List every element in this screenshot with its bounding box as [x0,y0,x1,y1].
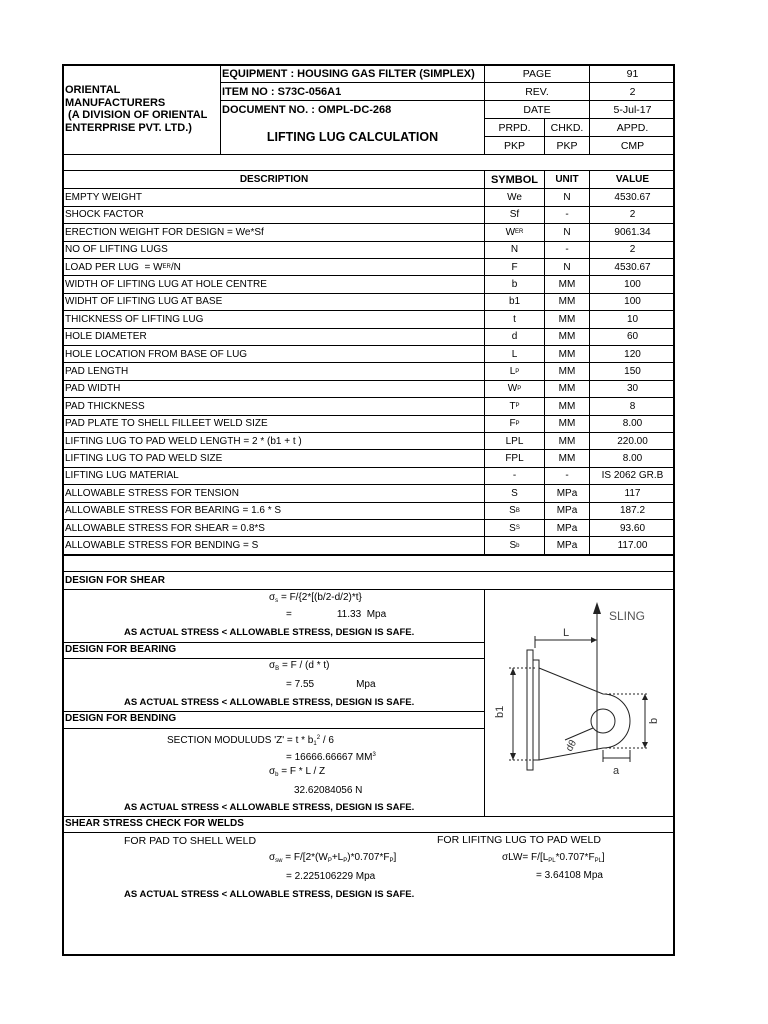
row-unit: N [563,192,571,204]
column-header-description: DESCRIPTION [239,173,309,185]
row-value: 93.60 [619,522,646,534]
row-unit: - [565,209,569,221]
row-unit: - [565,470,569,482]
sling-label: SLING [609,609,646,623]
lifting-lug-diagram [485,590,675,816]
row-symbol: We [507,192,522,204]
column-header-value: VALUE [615,173,650,185]
row-description: HOLE DIAMETER [65,331,147,343]
chkd-value: PKP [556,139,578,152]
row-symbol: S B [509,505,520,517]
row-symbol: F [511,261,518,273]
bending-heading: DESIGN FOR BENDING [65,713,177,724]
bending-conclusion: AS ACTUAL STRESS < ALLOWABLE STRESS, DESIGN IS SAFE. [124,802,415,813]
date-label: DATE [523,103,551,116]
row-description: THICKNESS OF LIFTING LUG [65,313,204,325]
row-description: PAD WIDTH [65,383,121,395]
document-number: DOCUMENT NO. : OMPL-DC-268 [222,103,392,116]
row-value: IS 2062 GR.B [601,470,664,482]
row-value: 60 [626,331,639,343]
row-symbol: F P [509,418,520,430]
row-description: WIDHT OF LIFTING LUG AT BASE [65,296,223,308]
bearing-formula: $\sigma_B = F / (d * t)$ [269,660,330,672]
page-label: PAGE [522,68,552,80]
bearing-conclusion: AS ACTUAL STRESS < ALLOWABLE STRESS, DESIGN IS SAFE. [124,697,415,708]
date-value: 5-Jul-17 [613,103,652,116]
pad-weld-formula: $\sigma_{sw} = F/[2*(W_P+L_P)*0.707*F_P]$ [269,852,397,864]
row-value: 100 [624,279,641,291]
appd-label: APPD. [616,121,649,134]
shear-heading: DESIGN FOR SHEAR [65,575,166,586]
row-symbol: Sf [509,209,520,221]
row-unit: MM [558,331,576,343]
pad-weld-result: = 2.225106229 Mpa [286,871,376,882]
prpd-label: PRPD. [498,121,531,134]
row-unit: MM [558,453,576,465]
row-value: 2 [629,209,636,221]
section-modulus-formula: SECTION MODULUDS '$Z' = t * b_1^2 / 6$ [167,735,334,747]
row-symbol: S b [509,540,520,552]
row-value: 187.2 [619,505,646,517]
row-description: WIDTH OF LIFTING LUG AT HOLE CENTRE [65,279,267,291]
row-unit: MPa [556,505,578,517]
row-description: LOAD PER LUG = W ER /N [65,261,181,273]
rev-label: REV. [525,85,549,98]
bearing-result: = 7.55 Mpa [286,679,376,690]
row-description: ALLOWABLE STRESS FOR TENSION [65,487,239,499]
row-unit: MM [558,313,576,325]
row-symbol: S S [509,522,520,534]
row-value: 150 [624,366,641,378]
row-unit: MM [558,279,576,291]
column-header-symbol: SYMBOL [490,173,539,186]
page-title: LIFTING LUG CALCULATION [266,129,439,144]
row-symbol: T P [509,400,520,412]
row-description: ERECTION WEIGHT FOR DESIGN = We*Sf [65,226,264,238]
row-symbol: S [511,487,518,499]
row-value: 117.00 [617,540,648,552]
row-unit: MM [558,296,576,308]
welds-conclusion: AS ACTUAL STRESS < ALLOWABLE STRESS, DESIGN IS SAFE. [124,889,415,900]
row-symbol: - [512,470,517,482]
row-symbol: W P [507,383,522,395]
row-description: LIFTING LUG MATERIAL [65,470,179,482]
rev-value: 2 [629,85,636,98]
row-value: 8.00 [622,453,643,465]
row-description: PAD THICKNESS [65,400,145,412]
base-width-label: b1 [494,705,506,718]
company-name: ORIENTAL MANUFACTURERS (A DIVISION OF ORIENTAL ENTERPRISE PVT. LTD.) [65,84,208,134]
welds-heading: SHEAR STRESS CHECK FOR WELDS [65,818,244,829]
row-value: 4530.67 [614,261,651,273]
row-unit: MM [558,435,576,447]
row-unit: MM [558,348,576,360]
row-unit: - [565,244,569,256]
row-value: 8.00 [622,418,643,430]
chkd-label: CHKD. [550,121,584,134]
row-unit: MM [558,418,576,430]
hole-offset-label: a [613,765,620,777]
row-value: 9061.34 [614,226,651,238]
row-description: ALLOWABLE STRESS FOR BENDING = S [65,540,259,552]
appd-value: CMP [620,139,645,152]
row-value: 10 [626,313,639,325]
calculation-sheet [62,64,675,956]
row-description: NO OF LIFTING LUGS [65,244,168,256]
row-description: ALLOWABLE STRESS FOR BEARING = 1.6 * S [65,505,282,517]
row-symbol: b1 [508,296,521,308]
row-unit: MM [558,383,576,395]
hole-width-label: b [648,717,660,724]
row-description: SHOCK FACTOR [65,209,144,221]
row-symbol: L P [509,366,520,378]
item-number: ITEM NO : S73C-056A1 [222,85,342,98]
lug-weld-result: = 3.64108 Mpa [536,870,603,881]
row-description: LIFTING LUG TO PAD WELD LENGTH = 2 * (b1 + t ) [65,435,302,447]
row-unit: MPa [556,487,578,499]
row-symbol: L [511,348,518,360]
bearing-heading: DESIGN FOR BEARING [65,644,177,655]
row-symbol: LPL [505,435,524,447]
row-description: EMPTY WEIGHT [65,192,143,204]
row-description: LIFTING LUG TO PAD WELD SIZE [65,453,223,465]
length-label: L [563,627,570,639]
row-unit: MM [558,366,576,378]
row-symbol: t [513,313,516,325]
row-unit: MPa [556,522,578,534]
bending-result: 32.62084056 N [294,785,363,796]
row-value: 2 [629,244,636,256]
column-header-unit: UNIT [555,173,579,185]
row-unit: MM [558,400,576,412]
shear-formula: $\sigma_s = F/\{2*[(b/2-d/2)*t\}$ [269,592,362,604]
shear-result: = 11.33 Mpa [286,609,387,620]
row-symbol: W ER [505,226,524,238]
lug-weld-label: FOR LIFITNG LUG TO PAD WELD [437,834,601,846]
section-modulus-result: = 16666.66667 $MM^3$ [286,752,376,763]
pad-weld-label: FOR PAD TO SHELL WELD [124,835,257,847]
row-value: 8 [629,400,636,412]
row-symbol: b [511,279,518,291]
hole-diameter-label: dθ [564,738,580,754]
row-value: 4530.67 [614,192,651,204]
prpd-value: PKP [503,139,525,152]
row-value: 30 [626,383,639,395]
row-description: HOLE LOCATION FROM BASE OF LUG [65,348,248,360]
row-symbol: FPL [505,453,524,465]
page-value: 91 [626,68,639,80]
row-value: 220.00 [617,435,648,447]
lug-weld-formula: $\sigma LW= F/[L_{PL}*0.707*F_{PL}]$ [502,852,605,864]
row-description: PAD LENGTH [65,366,129,378]
row-description: ALLOWABLE STRESS FOR SHEAR = 0.8*S [65,522,265,534]
row-unit: N [563,226,571,238]
row-symbol: N [510,244,519,256]
row-unit: N [563,261,571,273]
row-value: 100 [624,296,641,308]
lug-sketch [485,590,675,816]
row-value: 117 [624,487,641,499]
row-symbol: d [511,331,518,343]
shear-conclusion: AS ACTUAL STRESS < ALLOWABLE STRESS, DESIGN IS SAFE. [124,627,415,638]
row-value: 120 [624,348,641,360]
equipment-label: EQUIPMENT : HOUSING GAS FILTER (SIMPLEX) [222,68,475,80]
row-description: PAD PLATE TO SHELL FILLEET WELD SIZE [65,418,268,430]
row-unit: MPa [556,540,578,552]
bending-formula: $\sigma_b = F * L / Z$ [269,766,326,778]
